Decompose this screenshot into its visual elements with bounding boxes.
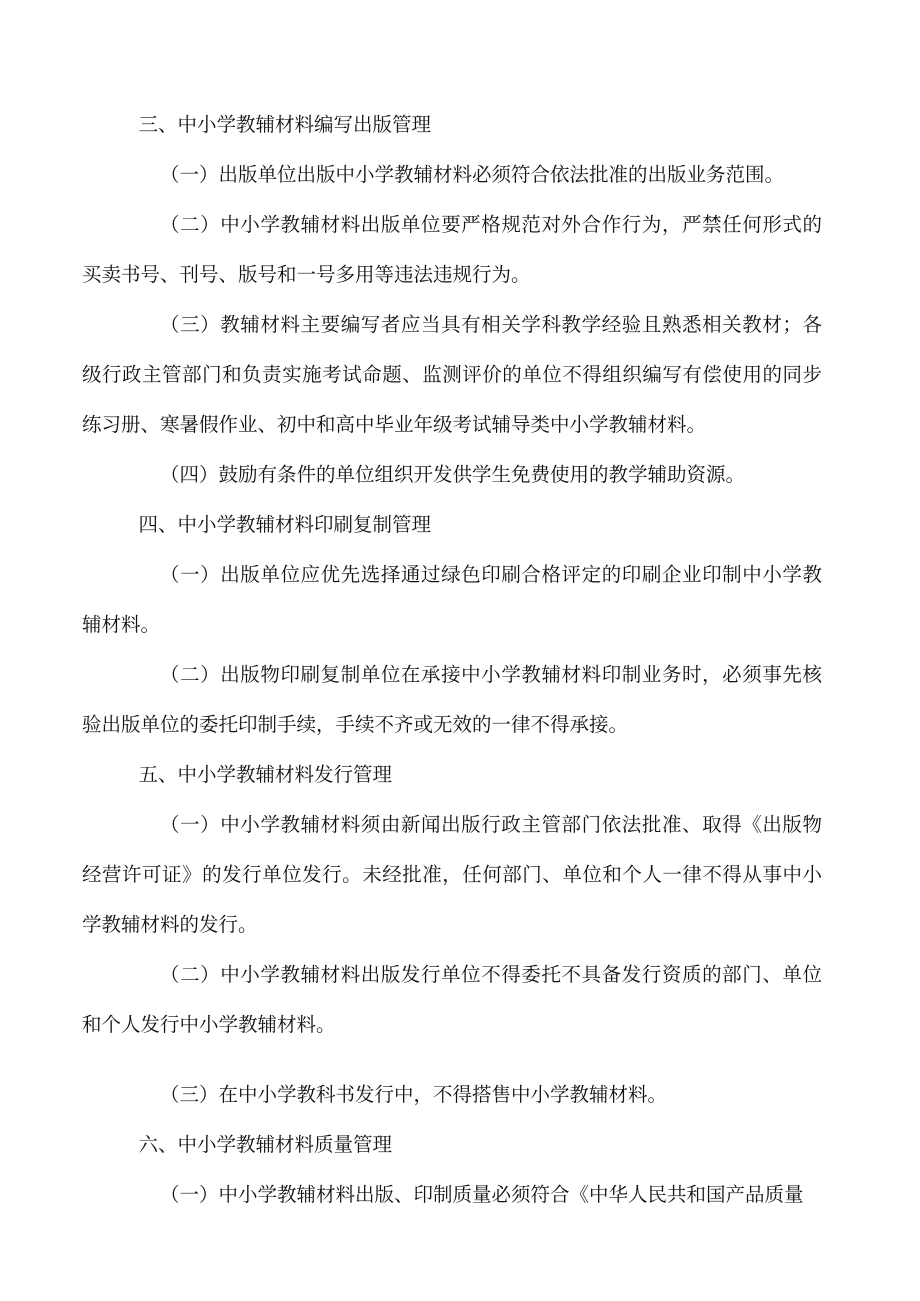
paragraph-3-1: （一）出版单位出版中小学教辅材料必须符合依法批准的出版业务范围。 — [160, 163, 785, 186]
paragraph-5-2: （二）中小学教辅材料出版发行单位不得委托不具备发行资质的部门、单位和个人发行中小学教辅材料。 — [82, 963, 822, 1036]
document-page — [82, 100, 822, 1280]
section-heading-5: 五、中小学教辅材料发行管理 — [138, 763, 393, 786]
section-heading-6: 六、中小学教辅材料质量管理 — [138, 1133, 393, 1156]
paragraph-gap — [82, 1050, 822, 1070]
paragraph-3-4: （四）鼓励有条件的单位组织开发供学生免费使用的教学辅助资源。 — [160, 463, 746, 486]
paragraph-4-1: （一）出版单位应优先选择通过绿色印刷合格评定的印刷企业印制中小学教辅材料。 — [82, 563, 822, 636]
paragraph-5-3: （三）在中小学教科书发行中，不得搭售中小学教辅材料。 — [160, 1083, 668, 1106]
paragraph-3-2: （二）中小学教辅材料出版单位要严格规范对外合作行为，严禁任何形式的买卖书号、刊号、版号和一号多用等违法违规行为。 — [82, 213, 822, 286]
section-heading-3: 三、中小学教辅材料编写出版管理 — [138, 113, 432, 136]
paragraph-6-1: （一）中小学教辅材料出版、印制质量必须符合《中华人民共和国产品质量 — [160, 1183, 804, 1206]
paragraph-5-1: （一）中小学教辅材料须由新闻出版行政主管部门依法批准、取得《出版物经营许可证》的发行单位发行。未经批准，任何部门、单位和个人一律不得从事中小学教辅材料的发行。 — [82, 813, 822, 936]
paragraph-4-2: （二）出版物印刷复制单位在承接中小学教辅材料印制业务时，必须事先核验出版单位的委托印制手续，手续不齐或无效的一律不得承接。 — [82, 663, 822, 736]
section-heading-4: 四、中小学教辅材料印刷复制管理 — [138, 513, 432, 536]
paragraph-3-3: （三）教辅材料主要编写者应当具有相关学科教学经验且熟悉相关教材；各级行政主管部门和负责实施考试命题、监测评价的单位不得组织编写有偿使用的同步练习册、寒暑假作业、初中和高中毕业年级考试辅导类中小学教辅材料。 — [82, 313, 822, 436]
